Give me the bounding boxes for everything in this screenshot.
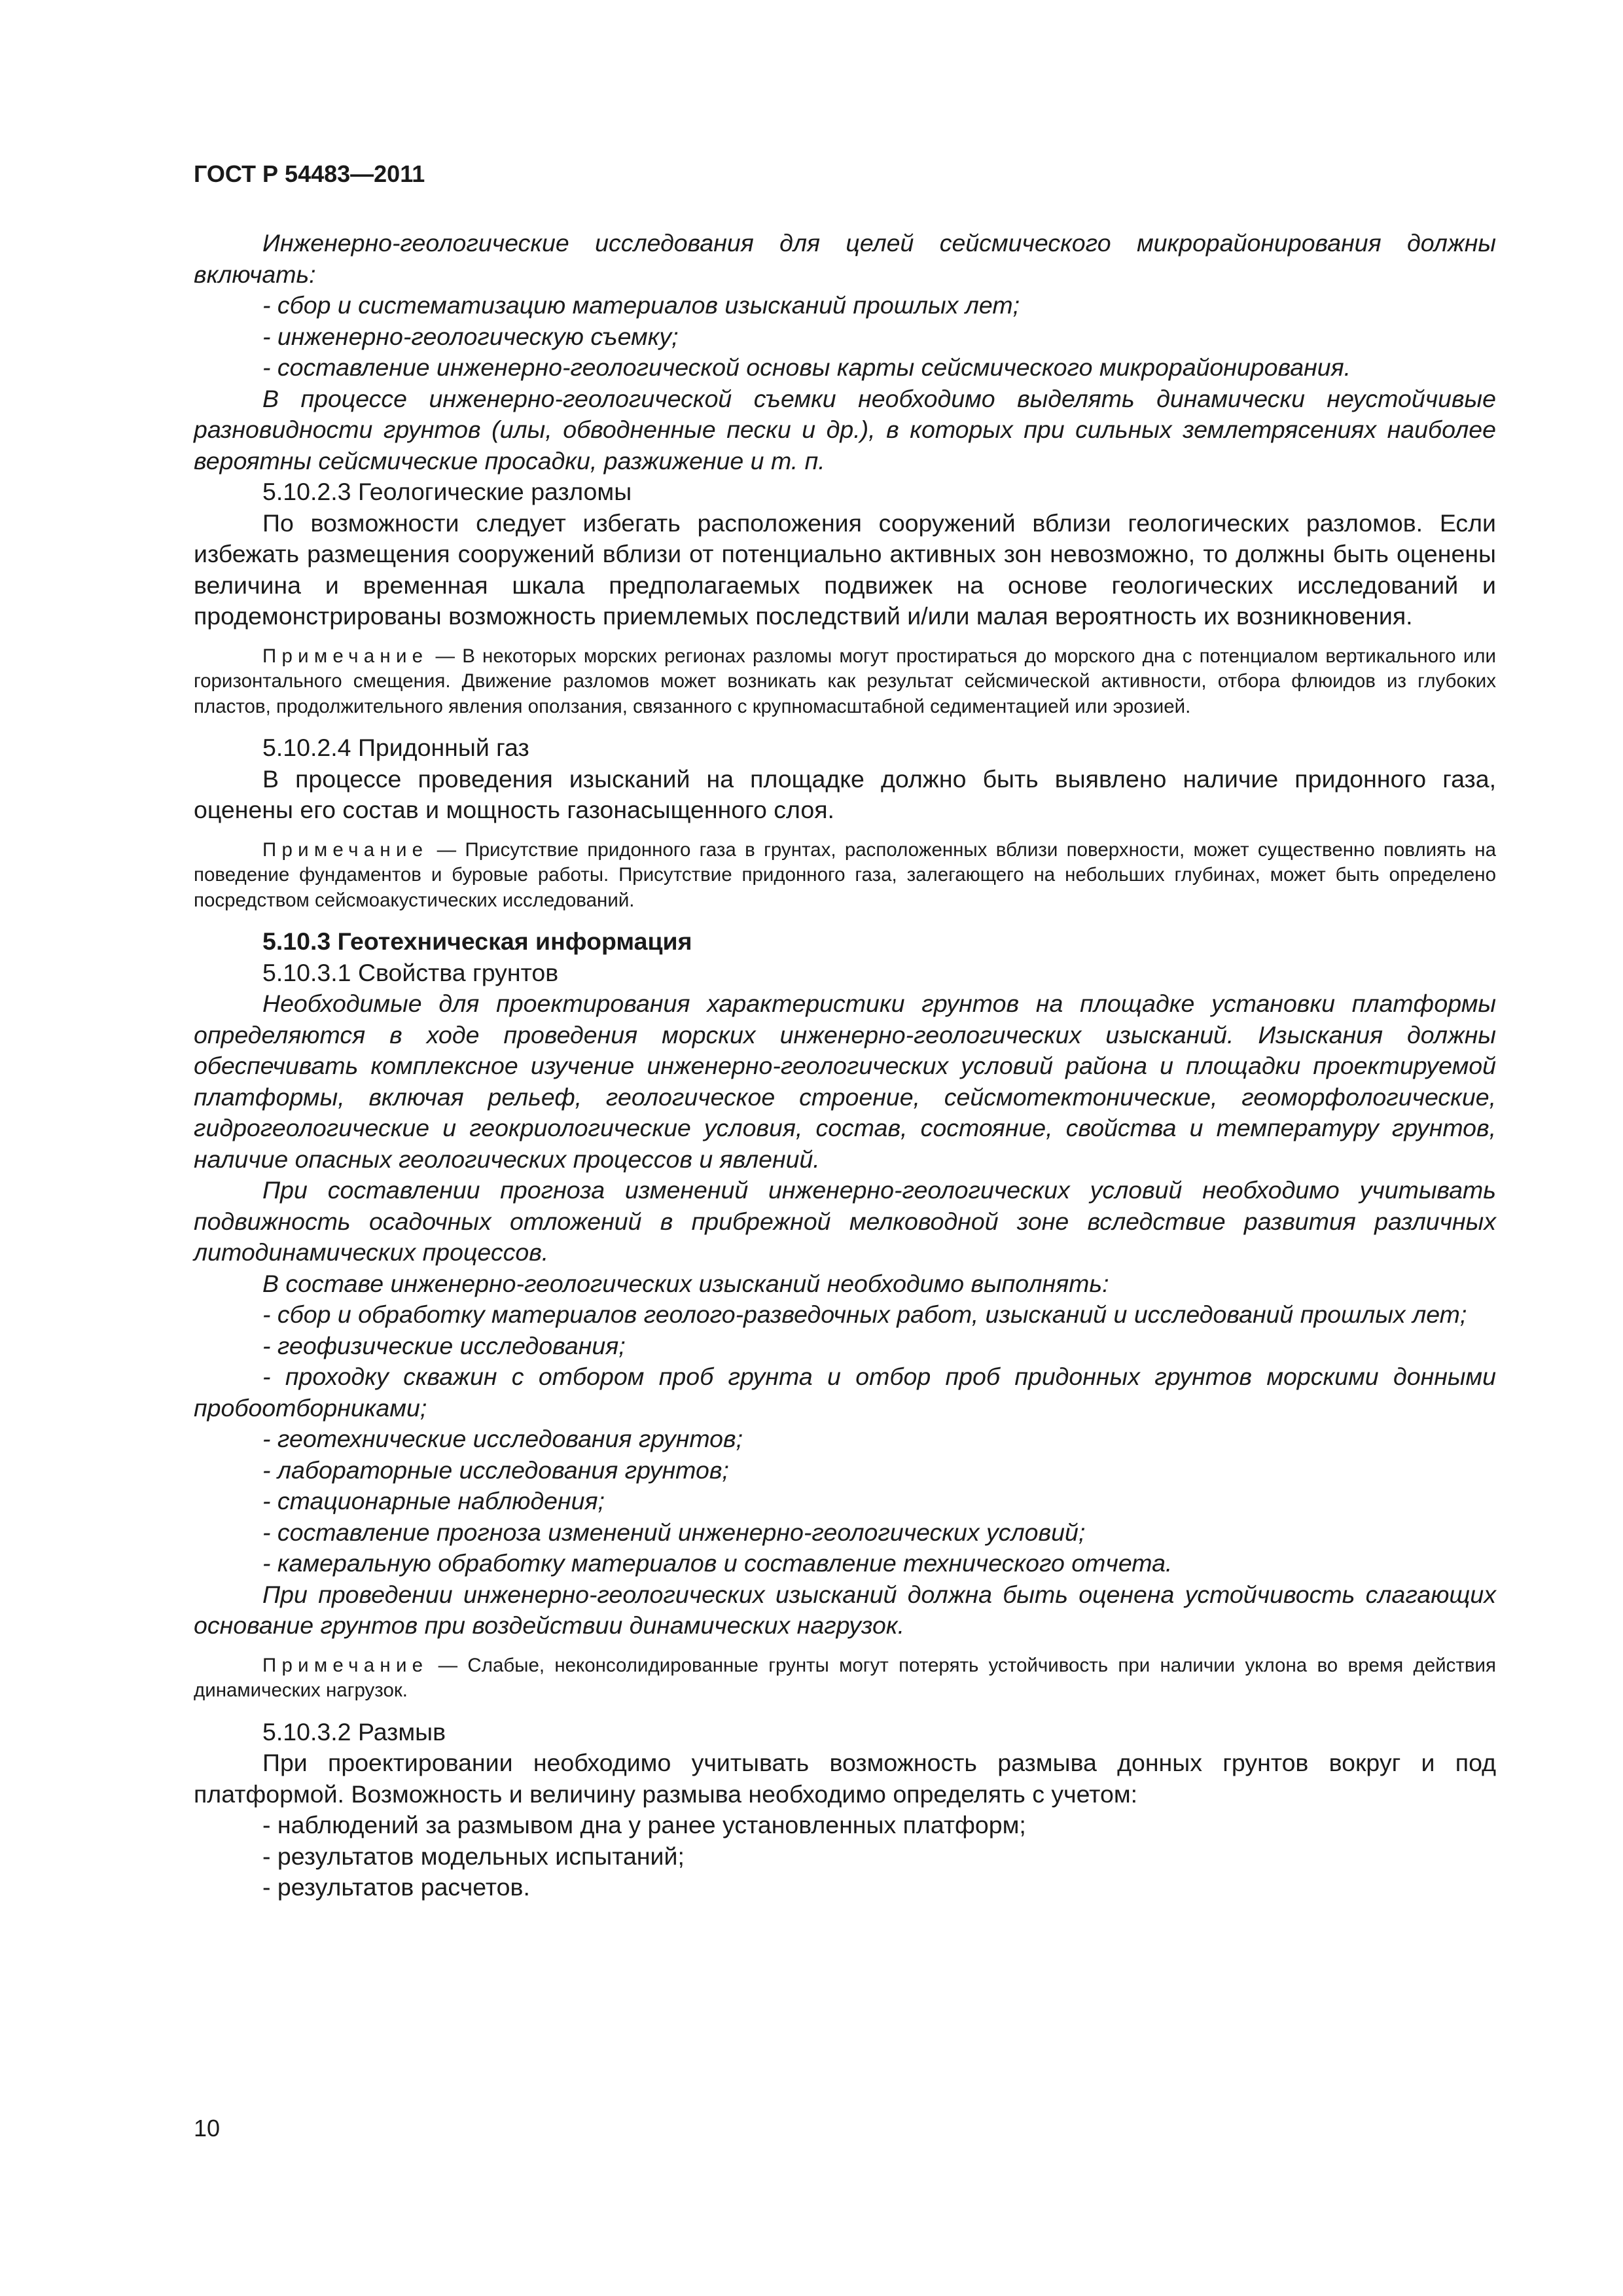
paragraph: При проектировании необходимо учитывать возможность размыва донных грунтов вокруг и под платформой. Возможность и величину размыва необходимо определять с учетом: <box>194 1749 1496 1808</box>
note-label: Примечание <box>262 838 429 861</box>
paragraph: По возможности следует избегать расположения сооружений вблизи геологических разломов. Если избежать размещения сооружений вблизи от потенциально активных зон невозможно, то должны быть оценены величина и временная шкала предполагаемых подвижек на основе геологических исследований и продемонстрированы возможность приемлемых последствий и/или малая вероятность их возникновения. <box>194 509 1496 630</box>
list-item: - результатов модельных испытаний; <box>262 1842 685 1870</box>
paragraph: Необходимые для проектирования характеристики грунтов на площадке установки платформы определяются в ходе проведения морских инженерно-геологических изысканий. Изыскания должны обеспечивать комплексное изучение инженерно-геологических условий района и площадки проектируемой платформы, включая рельеф, геологическое строение, сейсмотектонические, геоморфологические, гидрогеологические и геокриологические условия, состав, состояние, свойства и температуру грунтов, наличие опасных геологических процессов и явлений. <box>194 990 1496 1173</box>
page-number: 10 <box>194 2115 221 2142</box>
list-item: - наблюдений за размывом дна у ранее установленных платформ; <box>262 1811 1026 1839</box>
note <box>194 1653 1496 1704</box>
note <box>194 644 1496 720</box>
note-text: — В некоторых морских регионах разломы могут простираться до морского дна с потенциалом вертикального или горизонтального смещения. Движение разломов может возникать как результат сейсмической активности, отбора флюидов из глубоких пластов, продолжительного явления оползания, связанного с крупномасштабной седиментацией или эрозией. <box>194 645 1496 717</box>
list-item: - составление прогноза изменений инженерно-геологических условий; <box>262 1518 1086 1546</box>
list-item: - геофизические исследования; <box>262 1331 626 1359</box>
document-code: ГОСТ Р 54483—2011 <box>194 160 425 187</box>
section-heading-5-10-3-2: 5.10.3.2 Размыв <box>262 1717 446 1746</box>
note-text: — Слабые, неконсолидированные грунты могут потерять устойчивость при наличии уклона во время действия динамических нагрузок. <box>194 1654 1496 1701</box>
list-item: - составление инженерно-геологической основы карты сейсмического микрорайонирования. <box>262 353 1351 381</box>
paragraph: Инженерно-геологические исследования для целей сейсмического микрорайонирования должны включать: <box>194 229 1496 288</box>
section-heading-5-10-2-3: 5.10.2.3 Геологические разломы <box>262 478 632 505</box>
document-body <box>194 228 1496 1903</box>
note-label: Примечание <box>262 645 429 667</box>
list-item: - камеральную обработку материалов и составление технического отчета. <box>262 1549 1173 1577</box>
section-heading-5-10-3-1: 5.10.3.1 Свойства грунтов <box>262 958 559 986</box>
paragraph: При проведении инженерно-геологических изысканий должна быть оценена устойчивость слагающих основание грунтов при воздействии динамических нагрузок. <box>194 1580 1496 1639</box>
section-heading-5-10-3: 5.10.3 Геотехническая информация <box>262 927 692 955</box>
list-item: - сбор и обработку материалов геолого-разведочных работ, изысканий и исследований прошлых лет; <box>262 1300 1467 1328</box>
list-item: - геотехнические исследования грунтов; <box>262 1425 743 1452</box>
list-item: - проходку скважин с отбором проб грунта и отбор проб придонных грунтов морскими донными пробоотборниками; <box>194 1363 1496 1422</box>
paragraph: В составе инженерно-геологических изысканий необходимо выполнять: <box>262 1269 1109 1297</box>
list-item: - стационарные наблюдения; <box>262 1487 605 1515</box>
list-item: - лабораторные исследования грунтов; <box>262 1456 729 1484</box>
note-text: — Присутствие придонного газа в грунтах, расположенных вблизи поверхности, может существенно повлиять на поведение фундаментов и буровые работы. Присутствие придонного газа, залегающего на небольших глубинах, может быть определено посредством сейсмоакустических исследований. <box>194 838 1496 911</box>
note-label: Примечание <box>262 1654 429 1676</box>
paragraph: При составлении прогноза изменений инженерно-геологических условий необходимо учитывать подвижность осадочных отложений в прибрежной мелководной зоне вследствие развития различных литодинамических процессов. <box>194 1176 1496 1266</box>
list-item: - сбор и систематизацию материалов изысканий прошлых лет; <box>262 291 1020 319</box>
note <box>194 838 1496 914</box>
list-item: - результатов расчетов. <box>262 1873 530 1901</box>
list-item: - инженерно-геологическую съемку; <box>262 322 679 350</box>
paragraph: В процессе инженерно-геологической съемки необходимо выделять динамически неустойчивые разновидности грунтов (илы, обводненные пески и др.), в которых при сильных землетрясениях наиболее вероятны сейсмические просадки, разжижение и т. п. <box>194 384 1496 475</box>
section-heading-5-10-2-4: 5.10.2.4 Придонный газ <box>262 734 529 761</box>
paragraph: В процессе проведения изысканий на площадке должно быть выявлено наличие придонного газа, оценены его состав и мощность газонасыщенного слоя. <box>194 764 1496 823</box>
